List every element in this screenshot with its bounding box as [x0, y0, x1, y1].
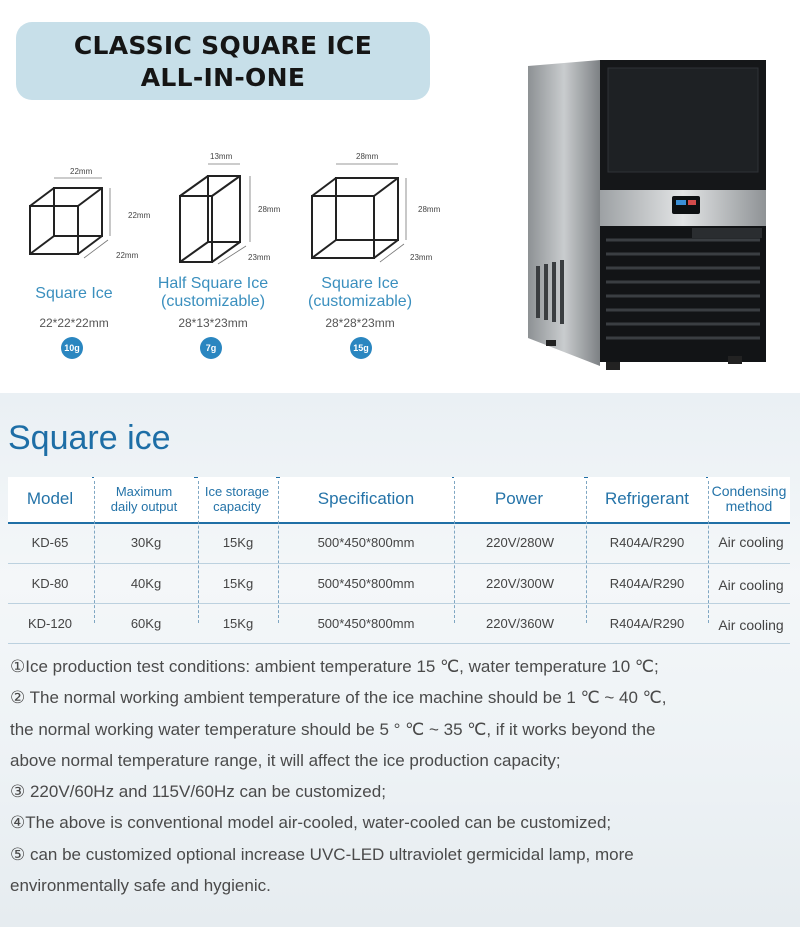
square-ice-cube-diagram: [24, 160, 164, 260]
note-line: ② The normal working ambient temperature of the ice machine should be 1 ℃ ~ 40 ℃,: [10, 688, 667, 708]
cell-power: 220V/280W: [486, 534, 554, 550]
notes-list: [10, 651, 794, 901]
cell-refrigerant: R404A/R290: [609, 615, 685, 631]
note-line: above normal temperature range, it will affect the ice production capacity;: [10, 750, 561, 770]
cell-power: 220V/360W: [486, 615, 554, 631]
cell-storage: 15Kg: [222, 534, 254, 550]
dim-side: 28mm: [418, 205, 441, 214]
dim-depth: 23mm: [410, 253, 433, 262]
ice-size-1: 22*22*22mm: [39, 316, 109, 330]
dim-side: 22mm: [128, 211, 151, 220]
spec-table: [8, 477, 790, 633]
row-divider: [8, 603, 790, 604]
cell-model: KD-120: [27, 615, 73, 631]
half-square-ice-cube-diagram: [170, 150, 310, 270]
row-divider: [8, 563, 790, 564]
title-banner: [16, 22, 430, 100]
dim-top: 13mm: [210, 152, 233, 161]
ice-type-name-3: Square Ice (customizable): [307, 275, 413, 310]
dim-top: 22mm: [70, 167, 93, 176]
product-banner: [0, 0, 800, 393]
weight-badge-2: 7g: [200, 337, 222, 359]
section-title: Square ice: [8, 419, 171, 457]
note-line: environmentally safe and hygienic.: [10, 876, 271, 896]
note-line: ③ 220V/60Hz and 115V/60Hz can be customized;: [10, 782, 386, 802]
dim-depth: 23mm: [248, 253, 271, 262]
weight-badge-1: 10g: [61, 337, 83, 359]
cell-storage: 15Kg: [222, 615, 254, 631]
row-divider: [8, 643, 790, 644]
weight-badge-3: 15g: [350, 337, 372, 359]
ice-size-2: 28*13*23mm: [178, 316, 248, 330]
note-line: ①Ice production test conditions: ambient temperature 15 ℃, water temperature 10 ℃;: [10, 657, 659, 676]
header-condensing: Condensing method: [708, 477, 790, 521]
dim-side: 28mm: [258, 205, 281, 214]
dim-depth: 22mm: [116, 251, 139, 260]
note-line: ④The above is conventional model air-cooled, water-cooled can be customized;: [10, 813, 612, 833]
cell-output: 30Kg: [130, 534, 162, 550]
header-model: Model: [8, 477, 92, 521]
cell-output: 60Kg: [130, 615, 162, 631]
cell-spec: 500*450*800mm: [317, 575, 415, 591]
cell-power: 220V/300W: [486, 575, 554, 591]
cell-condensing: Air cooling: [718, 617, 784, 633]
header-max-output: Maximum daily output: [94, 477, 194, 521]
ice-type-name-2: Half Square Ice (customizable): [157, 275, 269, 310]
cell-model: KD-65: [31, 534, 69, 550]
title-line-1: CLASSIC SQUARE ICE: [73, 31, 373, 60]
ice-machine-image: [522, 58, 772, 374]
header-specification: Specification: [280, 477, 452, 521]
cell-condensing: Air cooling: [718, 534, 784, 550]
cell-model: KD-80: [31, 575, 69, 591]
cell-spec: 500*450*800mm: [317, 534, 415, 550]
header-power: Power: [454, 477, 584, 521]
spec-section: [0, 393, 800, 927]
cell-refrigerant: R404A/R290: [609, 534, 685, 550]
title-line-2: ALL-IN-ONE: [140, 63, 306, 92]
ice-type-name-1: Square Ice: [35, 285, 113, 302]
ice-size-3: 28*28*23mm: [325, 316, 395, 330]
note-line: the normal working water temperature should be 5 ° ℃ ~ 35 ℃, if it works beyond the: [10, 719, 656, 739]
cell-output: 40Kg: [130, 575, 162, 591]
cell-spec: 500*450*800mm: [317, 615, 415, 631]
header-ice-storage: Ice storage capacity: [198, 477, 276, 521]
cell-condensing: Air cooling: [718, 577, 784, 593]
large-square-ice-cube-diagram: [302, 150, 452, 270]
cell-storage: 15Kg: [222, 575, 254, 591]
note-line: ⑤ can be customized optional increase UVC-LED ultraviolet germicidal lamp, more: [10, 844, 634, 864]
dim-top: 28mm: [356, 152, 379, 161]
cell-refrigerant: R404A/R290: [609, 575, 685, 591]
header-refrigerant: Refrigerant: [588, 477, 706, 521]
